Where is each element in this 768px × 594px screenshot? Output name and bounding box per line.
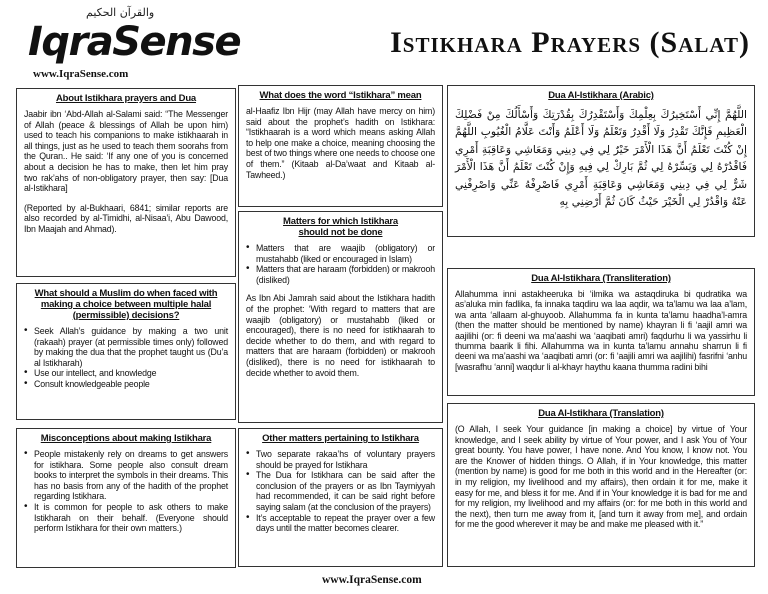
misconceptions-list	[24, 449, 228, 534]
list-item: • Seek Allah’s guidance by making a two unit (rakaah) prayer (at permissible times only) followed by making the dua that the prophet taught us (Du’a al Istikharah)	[24, 326, 228, 368]
dua-translation-box	[447, 403, 755, 567]
not-done-box	[238, 211, 443, 423]
list-item: • It’s acceptable to repeat the prayer over a few days until the matter becomes clearer.	[246, 513, 435, 534]
dua-transliteration-heading: Dua Al-Istikhara (Transliteration)	[531, 273, 671, 284]
list-item: • Consult knowledgeable people	[24, 379, 228, 390]
about-istikhara-box	[16, 88, 236, 277]
other-matters-box	[238, 428, 443, 567]
not-done-list	[246, 243, 435, 285]
misconceptions-heading: Misconceptions about making Istikhara	[40, 433, 212, 444]
list-item: • People mistakenly rely on dreams to get answers for istikhara. Some people also consult dream books to interpret the symbols in their dreams. This has no basis from any of the hadith of the prophet regarding Istikhara.	[24, 449, 228, 502]
logo-wordmark	[28, 20, 240, 64]
meaning-heading: What does the word “Istikhara” mean	[259, 90, 422, 101]
what-to-do-heading: What should a Muslim do when faced with making a choice between multiple halal (permissible) decisions?	[34, 288, 218, 321]
logo-iqra: Iqra	[28, 19, 113, 65]
not-done-paragraph: As Ibn Abi Jamrah said about the Istikhara hadith of the prophet: ‘With regard to matters that are waajib (obligatory) or mustahabb (liked or encouraged), there is no need for istikhaarah to decide whether to do them, and with regard to matters that are haraam (forbidden) or makrooh (disliked), there is no need for istikhaarah to decide whether to avoid them.	[246, 293, 435, 378]
about-istikhara-paragraph-1: Jaabir ibn ‘Abd-Allah al-Salami said: “The Messenger of Allah (peace & blessings of Allah be upon him) used to teach his companions to make istikhaarah in all things, just as he used to teach them soorahs from the Quran.. He said: ‘If any one of you is concerned about a decision he has to make, then let him pray two rak’ahs of non-obligatory prayer, then say: [Dua al-Istikhara]	[24, 109, 228, 194]
misconceptions-box	[16, 428, 236, 568]
dua-arabic-box	[447, 85, 755, 237]
list-item: • The Dua for Istikhara can be said after the conclusion of the prayers or as Ibn Taymiyyah had recommended, it can be said right before saying salam (at the conclusion of the prayers)	[246, 470, 435, 512]
page-title: Istikhara Prayers (Salat)	[390, 26, 750, 59]
other-matters-list	[246, 449, 435, 534]
what-to-do-box	[16, 283, 236, 420]
logo-arabic-text: والقرآن الحكيم	[86, 6, 155, 19]
list-item: • It is common for people to ask others to make Istikharah on their behalf. (Everyone should perform Istikhara for their own matters.)	[24, 502, 228, 534]
dua-transliteration-text: Allahumma inni astakheeruka bi ‘ilmika wa astaqdiruka bi qudratika wa as’aluka min fadlika, fa innaka taqdiru wa laa aqdir, wa ta’lamu wa laa a’lam, wa anta ‘allaam al-ghuyoob. Allahumma fa in kunta ta’lamu haadha’l-amra (then the matter should be mentioned by name) khayran li fi ‘aajil amri wa aajilihi (or: fi deeni wa ma’aashi wa ‘aaqibati amri) faqdurhu li wa yassirhu li thumma baarik li fihi. Allahumma wa in kunta ta’lamu annahu sharrun li fi deeni wa ma’aashi wa ‘aaqibati amri (or: fi ‘aajili amri wa aajilihi) fasrifni ‘anhu [wasrafhu ‘anni] waqdur li al-khayr haythu kaana thumma radini bihi	[455, 289, 747, 372]
list-item: • Use our intellect, and knowledge	[24, 368, 228, 379]
logo-sense: Sense	[112, 19, 241, 65]
about-istikhara-heading: About Istikhara prayers and Dua	[55, 93, 197, 104]
dua-arabic-text: اللَّهُمَّ إِنِّي أَسْتَخِيرُكَ بِعِلْمِكَ وَأَسْتَقْدِرُكَ بِقُدْرَتِكَ وَأَسْأَلُكَ مِنْ فَضْلِكَ الْعَظِيمِ فَإِنَّكَ تَقْدِرُ وَلَا أَقْدِرُ وَتَعْلَمُ وَلَا أَعْلَمُ وَأَنْتَ عَلَّامُ الْغُيُوبِ اللَّهُمَّ إِنْ كُنْتَ تَعْلَمُ أَنَّ هَذَا الْأَمْرَ خَيْرٌ لِي فِي دِينِي وَمَعَاشِي وَعَاقِبَةِ أَمْرِي فَاقْدُرْهُ لِي وَيَسِّرْهُ لِي ثُمَّ بَارِكْ لِي فِيهِ وَإِنْ كُنْتَ تَعْلَمُ أَنَّ هَذَا الْأَمْرَ شَرٌّ لِي فِي دِينِي وَمَعَاشِي وَعَاقِبَةِ أَمْرِي فَاصْرِفْهُ عَنِّي وَاصْرِفْنِي عَنْهُ وَاقْدُرْ لِي الْخَيْرَ حَيْثُ كَانَ ثُمَّ أَرْضِنِي بِهِ	[455, 108, 747, 209]
not-done-heading: Matters for which Istikhara should not be done	[283, 216, 398, 238]
dua-transliteration-box	[447, 268, 755, 396]
header-site-url[interactable]: www.IqraSense.com	[33, 68, 129, 80]
dua-translation-heading: Dua Al-Istikhara (Translation)	[538, 408, 664, 419]
about-istikhara-paragraph-2: (Reported by al-Bukhaari, 6841; similar reports are also recorded by al-Timidhi, al-Nisaa’i, Abu Dawood, Ibn Maajah and Ahmad).	[24, 202, 228, 234]
list-item: • Matters that are waajib (obligatory) or mustahabb (liked or encouraged in Islam)	[246, 243, 435, 264]
list-item: • Two separate rakaa’hs of voluntary prayers should be prayed for Istikhara	[246, 449, 435, 470]
dua-translation-text: (O Allah, I seek Your guidance [in making a choice] by virtue of Your knowledge, and I seek ability by virtue of Your power, and I ask You of Your great bounty. You have power, I have none. And You know, I know not. You are the Knower of hidden things. O Allah, if in Your knowledge, this matter (mention by name) is good for me both in this world and in the Hereafter (or: in my religion, my livelihood and my affairs), then ordain it for me, make it easy for me, and bless it for me. And if in Your knowledge it is bad for me and for my religion, my livelihood and my affairs (or: for me both in this world and the next), then turn me away from it, [and turn it away from me], and ordain for me the good wherever it may be and make me pleased with it.”	[455, 424, 747, 530]
what-to-do-list	[24, 326, 228, 390]
meaning-box	[238, 85, 443, 207]
other-matters-heading: Other matters pertaining to Istikhara	[262, 433, 419, 444]
iqrasense-logo	[28, 6, 241, 68]
list-item: • Matters that are haraam (forbidden) or makrooh (disliked)	[246, 264, 435, 285]
dua-arabic-heading: Dua Al-Istikhara (Arabic)	[548, 90, 654, 101]
footer-site-url[interactable]: www.IqraSense.com	[322, 574, 422, 586]
meaning-paragraph: al-Haafiz Ibn Hijr (may Allah have mercy on him) said about the prophet’s hadith on Istikhara: “Istikhaarah is a word which means asking Allah to help one make a choice, meaning choosing the best of two things where one needs to choose one of them.” (Kitaab al-Da’waat and Kitaab al-Tawheed.)	[246, 106, 435, 180]
